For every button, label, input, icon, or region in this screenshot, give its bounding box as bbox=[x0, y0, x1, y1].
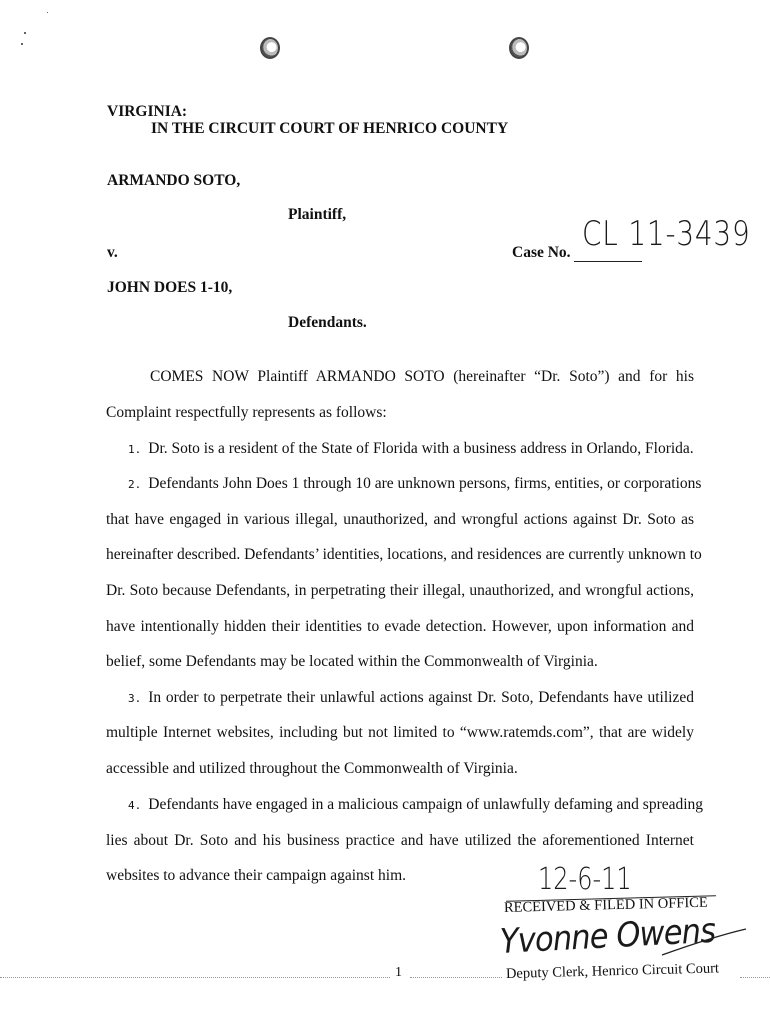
defendant-label: Defendants. bbox=[288, 314, 367, 331]
stamp-date-handwritten: 12-6-11 bbox=[538, 862, 632, 897]
paragraph-text: In order to perpetrate their unlawful actions against Dr. Soto, Defendants have utilized bbox=[148, 689, 694, 706]
paragraph-text: websites to advance their campaign against him. bbox=[106, 867, 407, 884]
paragraph-2-line bbox=[106, 511, 694, 529]
case-number-handwritten: CL 11-3439 bbox=[582, 214, 751, 254]
paragraph-2-line bbox=[106, 546, 702, 564]
paragraph-2-line bbox=[106, 653, 694, 671]
jurisdiction-heading: VIRGINIA: bbox=[107, 103, 188, 120]
paragraph-text: lies about Dr. Soto and his business practice and have utilized the aforementioned Internet bbox=[106, 832, 694, 849]
paragraph-2-line bbox=[106, 582, 694, 600]
paragraph-text: multiple Internet websites, including but not limited to “www.ratemds.com”, that are widely bbox=[106, 724, 694, 741]
stamp-clerk-text: Deputy Clerk, Henrico Circuit Court bbox=[505, 960, 720, 982]
versus-label: v. bbox=[107, 244, 118, 261]
paragraph-text: that have engaged in various illegal, unauthorized, and wrongful actions against Dr. Soto as bbox=[106, 511, 694, 528]
intro-text: COMES NOW Plaintiff ARMANDO SOTO (hereinafter “Dr. Soto”) and for his bbox=[150, 368, 694, 385]
scan-dotted-line bbox=[740, 977, 770, 978]
paragraph-4-line bbox=[106, 832, 694, 850]
stamp-received-text: RECEIVED & FILED IN OFFICE bbox=[503, 894, 708, 916]
paragraph-text: accessible and utilized throughout the Commonwealth of Virginia. bbox=[106, 760, 518, 777]
scan-dotted-line bbox=[410, 977, 502, 978]
paragraph-text: Dr. Soto is a resident of the State of Florida with a business address in Orlando, Florida. bbox=[148, 440, 694, 457]
scan-dotted-line bbox=[0, 977, 390, 978]
paragraph-text: Defendants John Does 1 through 10 are unknown persons, firms, entities, or corporations bbox=[148, 475, 702, 492]
case-number-label: Case No. bbox=[512, 244, 571, 261]
paragraph-2-line bbox=[128, 475, 702, 493]
paragraph-text: hereinafter described. Defendants’ identities, locations, and residences are currently unknown to bbox=[106, 546, 702, 563]
case-number-underline bbox=[574, 261, 642, 262]
paragraph-number: 1. bbox=[128, 443, 142, 456]
paragraph-text: belief, some Defendants may be located within the Commonwealth of Virginia. bbox=[106, 653, 598, 670]
paragraph-number: 3. bbox=[128, 692, 142, 705]
defendant-name: JOHN DOES 1-10, bbox=[107, 279, 233, 296]
scan-speck bbox=[21, 43, 23, 45]
paragraph-4-line bbox=[128, 796, 704, 814]
intro-text: Complaint respectfully represents as follows: bbox=[106, 404, 387, 421]
scan-speck bbox=[24, 32, 26, 34]
paragraph-3-line bbox=[106, 760, 694, 778]
paragraph-3-line bbox=[106, 724, 694, 742]
paragraph-text: Defendants have engaged in a malicious campaign of unlawfully defaming and spreading bbox=[148, 796, 704, 813]
punch-hole-left bbox=[260, 37, 280, 59]
paragraph-3-line bbox=[128, 689, 694, 707]
punch-hole-right bbox=[509, 37, 529, 59]
clerk-signature: Yvonne Owens bbox=[498, 910, 717, 962]
intro-line-2 bbox=[106, 404, 694, 422]
signature-flourish bbox=[660, 925, 750, 965]
court-heading: IN THE CIRCUIT COURT OF HENRICO COUNTY bbox=[151, 120, 509, 137]
plaintiff-label: Plaintiff, bbox=[288, 206, 347, 223]
plaintiff-name: ARMANDO SOTO, bbox=[107, 172, 241, 189]
paragraph-number: 4. bbox=[128, 799, 142, 812]
intro-line-1 bbox=[150, 368, 694, 386]
paragraph-1-line bbox=[128, 440, 694, 458]
page-number: 1 bbox=[395, 965, 402, 980]
paragraph-2-line bbox=[106, 618, 694, 636]
scan-speck bbox=[47, 12, 48, 13]
paragraph-4-line bbox=[106, 867, 506, 885]
paragraph-number: 2. bbox=[128, 478, 142, 491]
paragraph-text: Dr. Soto because Defendants, in perpetrating their illegal, unauthorized, and wrongful actions, bbox=[106, 582, 694, 599]
paragraph-text: have intentionally hidden their identities to evade detection. However, upon information and bbox=[106, 618, 694, 635]
